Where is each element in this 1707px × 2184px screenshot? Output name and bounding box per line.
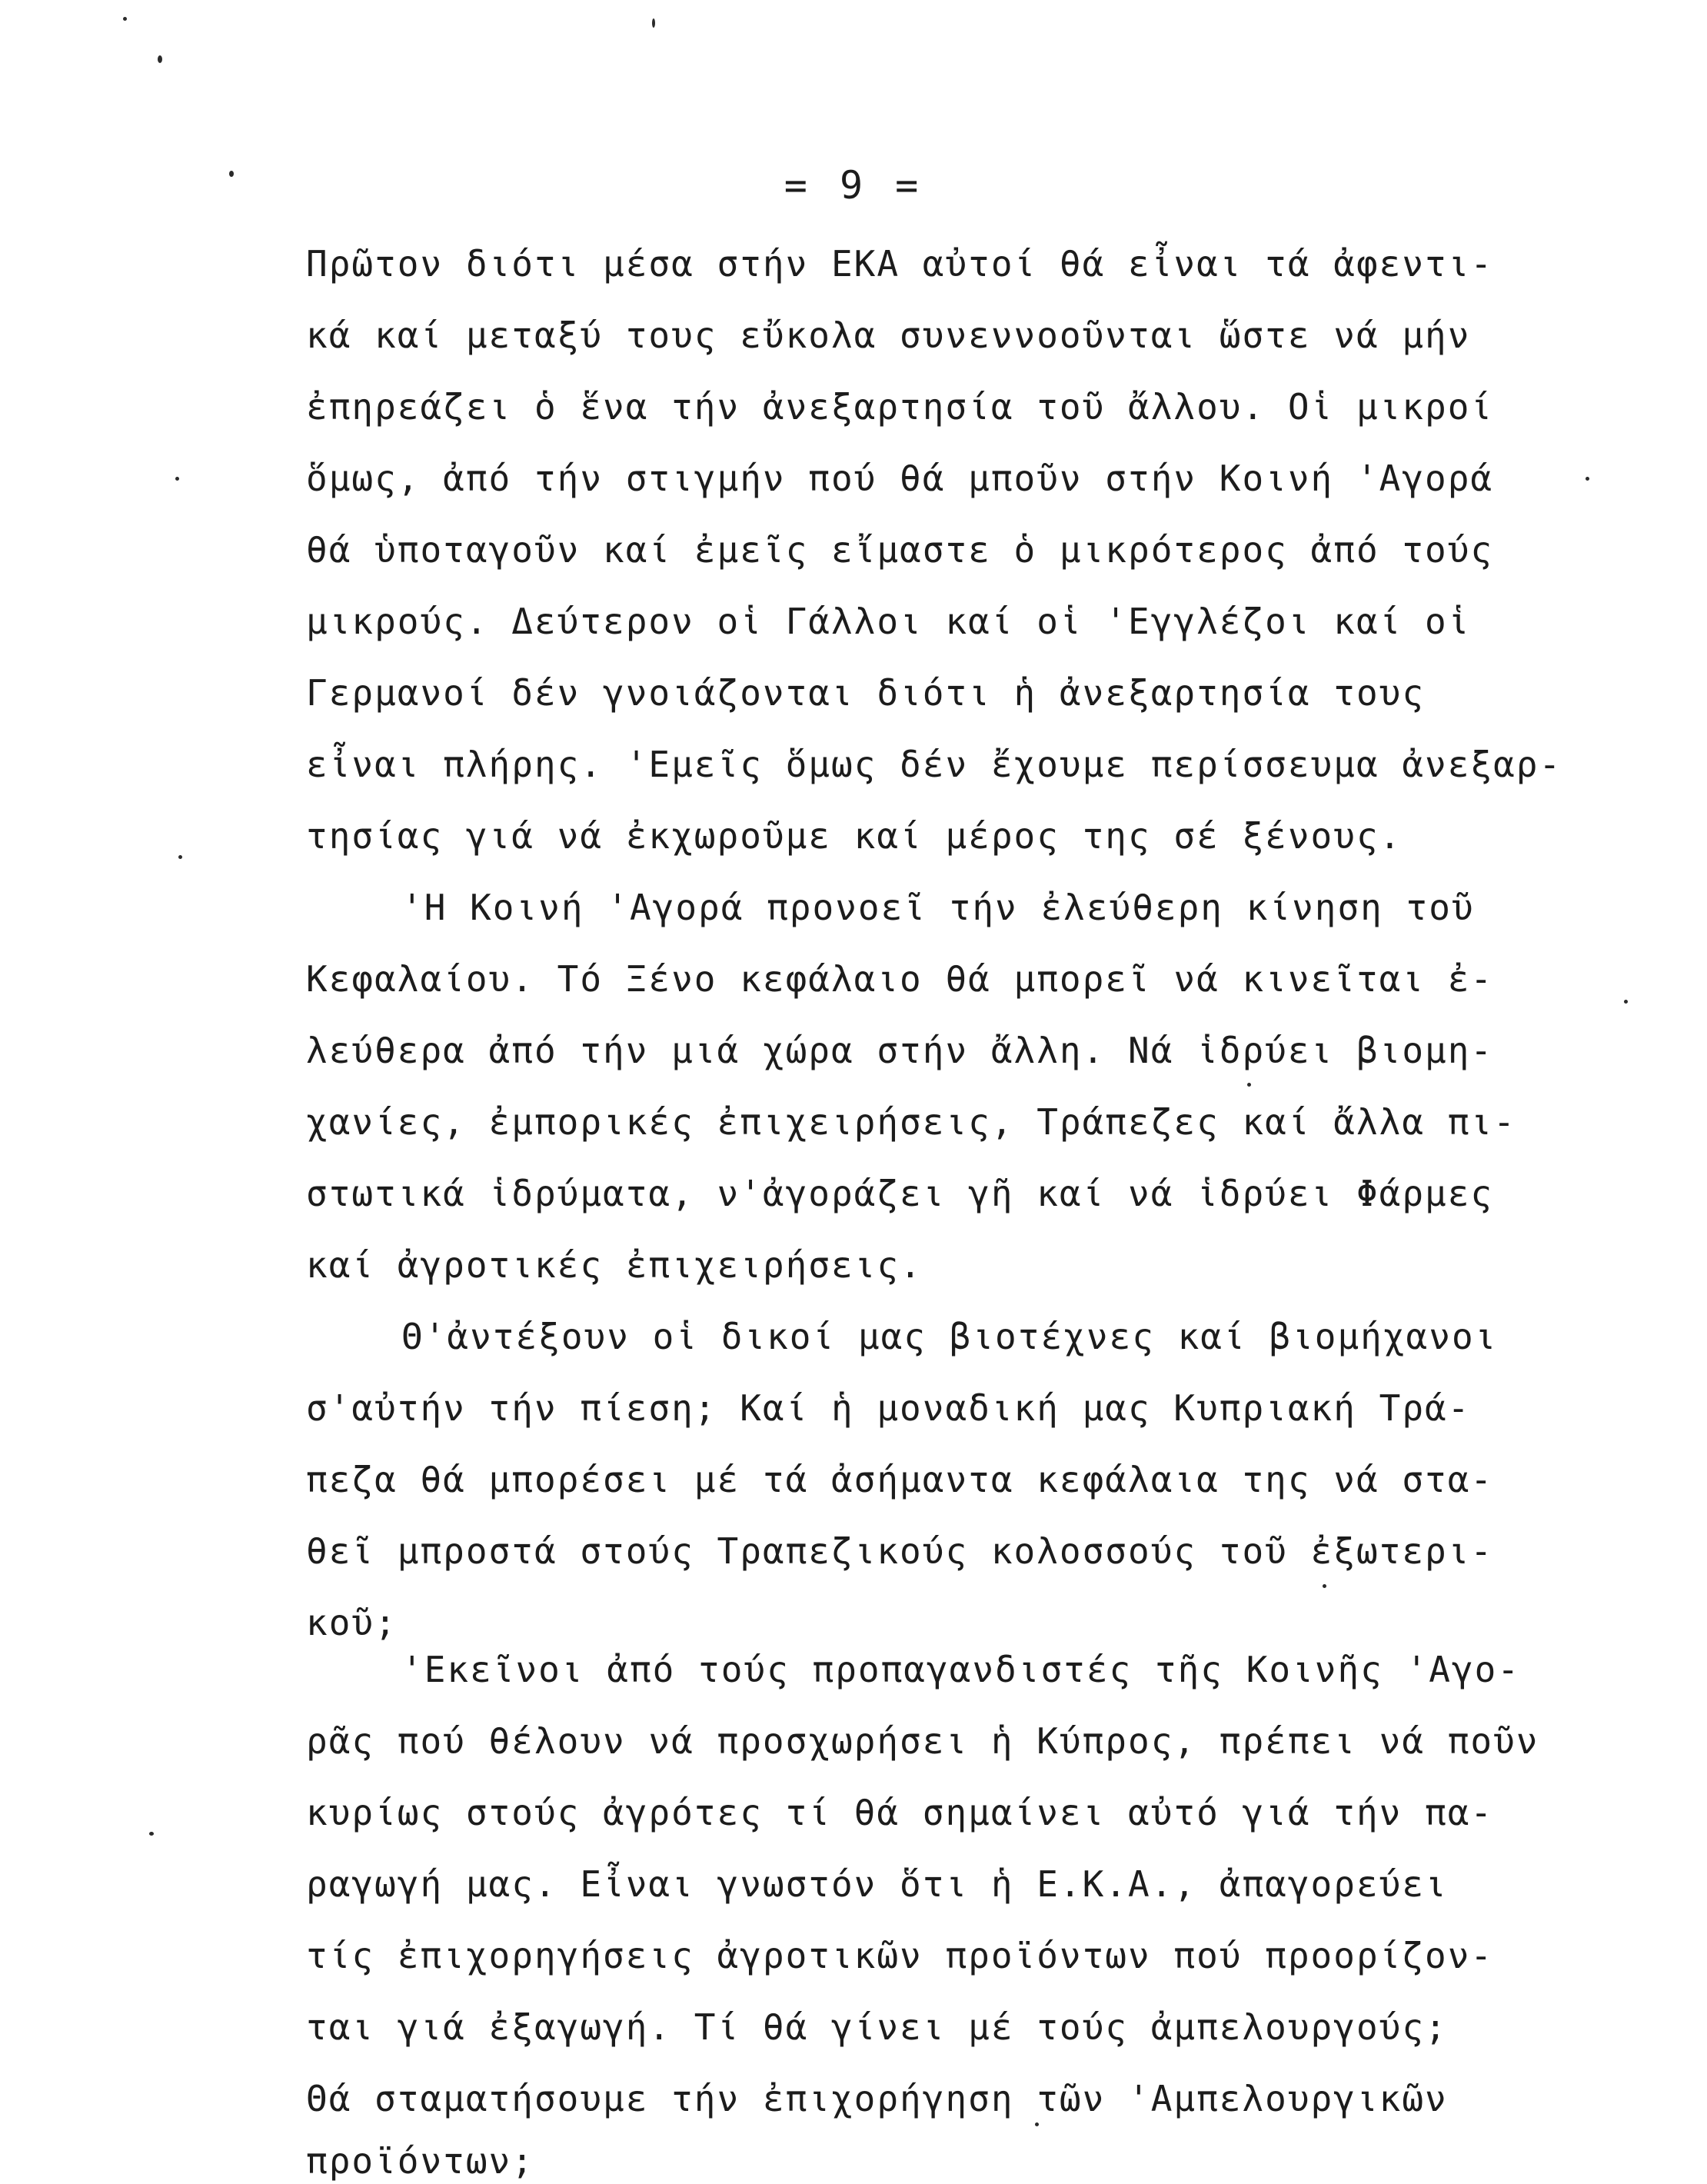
scan-speck	[1586, 477, 1589, 481]
text-line: στωτικά ἱδρύματα, ν'ἀγοράζει γῆ καί νά ἱδρύει Φάρμες	[306, 1173, 1494, 1214]
text-line: λεύθερα ἀπό τήν μιά χώρα στήν ἄλλη. Νά ἱδρύει βιομη-	[306, 1030, 1494, 1071]
text-line: θά ὑποταγοῦν καί ἐμεῖς εἴμαστε ὁ μικρότερος ἀπό τούς	[306, 529, 1494, 571]
scan-speck	[149, 1832, 154, 1836]
scan-speck	[1323, 1584, 1326, 1588]
scan-speck	[1247, 1083, 1251, 1087]
page-number: = 9 =	[784, 163, 923, 208]
text-line: ραγωγή μας. Εἶναι γνωστόν ὅτι ἡ Ε.Κ.Α., ἀπαγορεύει	[306, 1863, 1448, 1905]
scan-speck	[123, 17, 127, 21]
scan-speck	[158, 55, 162, 63]
scan-speck	[178, 855, 182, 859]
text-line: κά καί μεταξύ τους εὔκολα συνεννοοῦνται ὥστε νά μήν	[306, 315, 1471, 356]
text-line: ὅμως, ἀπό τήν στιγμήν πού θά μποῦν στήν Κοινή 'Αγορά	[306, 458, 1494, 499]
text-line: Θά σταματήσουμε τήν ἐπιχορήγηση τῶν 'Αμπελουργικῶν	[306, 2078, 1448, 2119]
text-line: 'Εκεῖνοι ἀπό τούς προπαγανδιστές τῆς Κοινῆς 'Αγο-	[401, 1649, 1521, 1690]
scan-speck	[1624, 1000, 1628, 1004]
text-line: Κεφαλαίου. Τό Ξένο κεφάλαιο θά μπορεῖ νά κινεῖται ἐ-	[306, 958, 1494, 1000]
text-line: πεζα θά μπορέσει μέ τά ἀσήμαντα κεφάλαια της νά στα-	[306, 1459, 1494, 1500]
text-line: χανίες, ἐμπορικές ἐπιχειρήσεις, Τράπεζες καί ἄλλα πι-	[306, 1101, 1516, 1143]
text-line: 'Η Κοινή 'Αγορά προνοεῖ τήν ἐλεύθερη κίνηση τοῦ	[401, 887, 1475, 928]
text-line: Θ'ἀντέξουν οἱ δικοί μας βιοτέχνες καί βιομήχανοι	[401, 1316, 1498, 1357]
text-line: τίς ἐπιχορηγήσεις ἀγροτικῶν προϊόντων πού προορίζον-	[306, 1935, 1494, 1976]
scan-speck	[652, 18, 655, 28]
text-line: θεῖ μπροστά στούς Τραπεζικούς κολοσσούς τοῦ ἐξωτερι-	[306, 1530, 1494, 1572]
text-line: προϊόντων;	[306, 2140, 534, 2182]
text-line: καί ἀγροτικές ἐπιχειρήσεις.	[306, 1244, 923, 1286]
text-line: μικρούς. Δεύτερον οἱ Γάλλοι καί οἱ 'Εγγλέζοι καί οἱ	[306, 601, 1471, 642]
text-line: εἶναι πλήρης. 'Εμεῖς ὅμως δέν ἔχουμε περίσσευμα ἀνεξαρ-	[306, 744, 1562, 785]
text-line: τησίας γιά νά ἐκχωροῦμε καί μέρος της σέ ξένους.	[306, 815, 1403, 857]
text-line: Πρῶτον διότι μέσα στήν ΕΚΑ αὐτοί θά εἶναι τά ἀφεντι-	[306, 243, 1494, 285]
text-line: σ'αὐτήν τήν πίεση; Καί ἡ μοναδική μας Κυπριακή Τρά-	[306, 1387, 1471, 1429]
text-line: ἐπηρεάζει ὁ ἕνα τήν ἀνεξαρτησία τοῦ ἄλλου. Οἱ μικροί	[306, 386, 1494, 428]
scan-speck	[175, 477, 179, 481]
text-line: Γερμανοί δέν γνοιάζονται διότι ἡ ἀνεξαρτησία τους	[306, 672, 1426, 714]
scan-speck	[229, 171, 234, 177]
text-line: κοῦ;	[306, 1602, 398, 1643]
scan-speck	[1035, 2122, 1039, 2126]
text-line: κυρίως στούς ἀγρότες τί θά σημαίνει αὐτό γιά τήν πα-	[306, 1792, 1494, 1833]
text-line: ται γιά ἐξαγωγή. Τί θά γίνει μέ τούς ἀμπελουργούς;	[306, 2006, 1448, 2048]
text-line: ρᾶς πού θέλουν νά προσχωρήσει ἡ Κύπρος, πρέπει νά ποῦν	[306, 1720, 1539, 1762]
